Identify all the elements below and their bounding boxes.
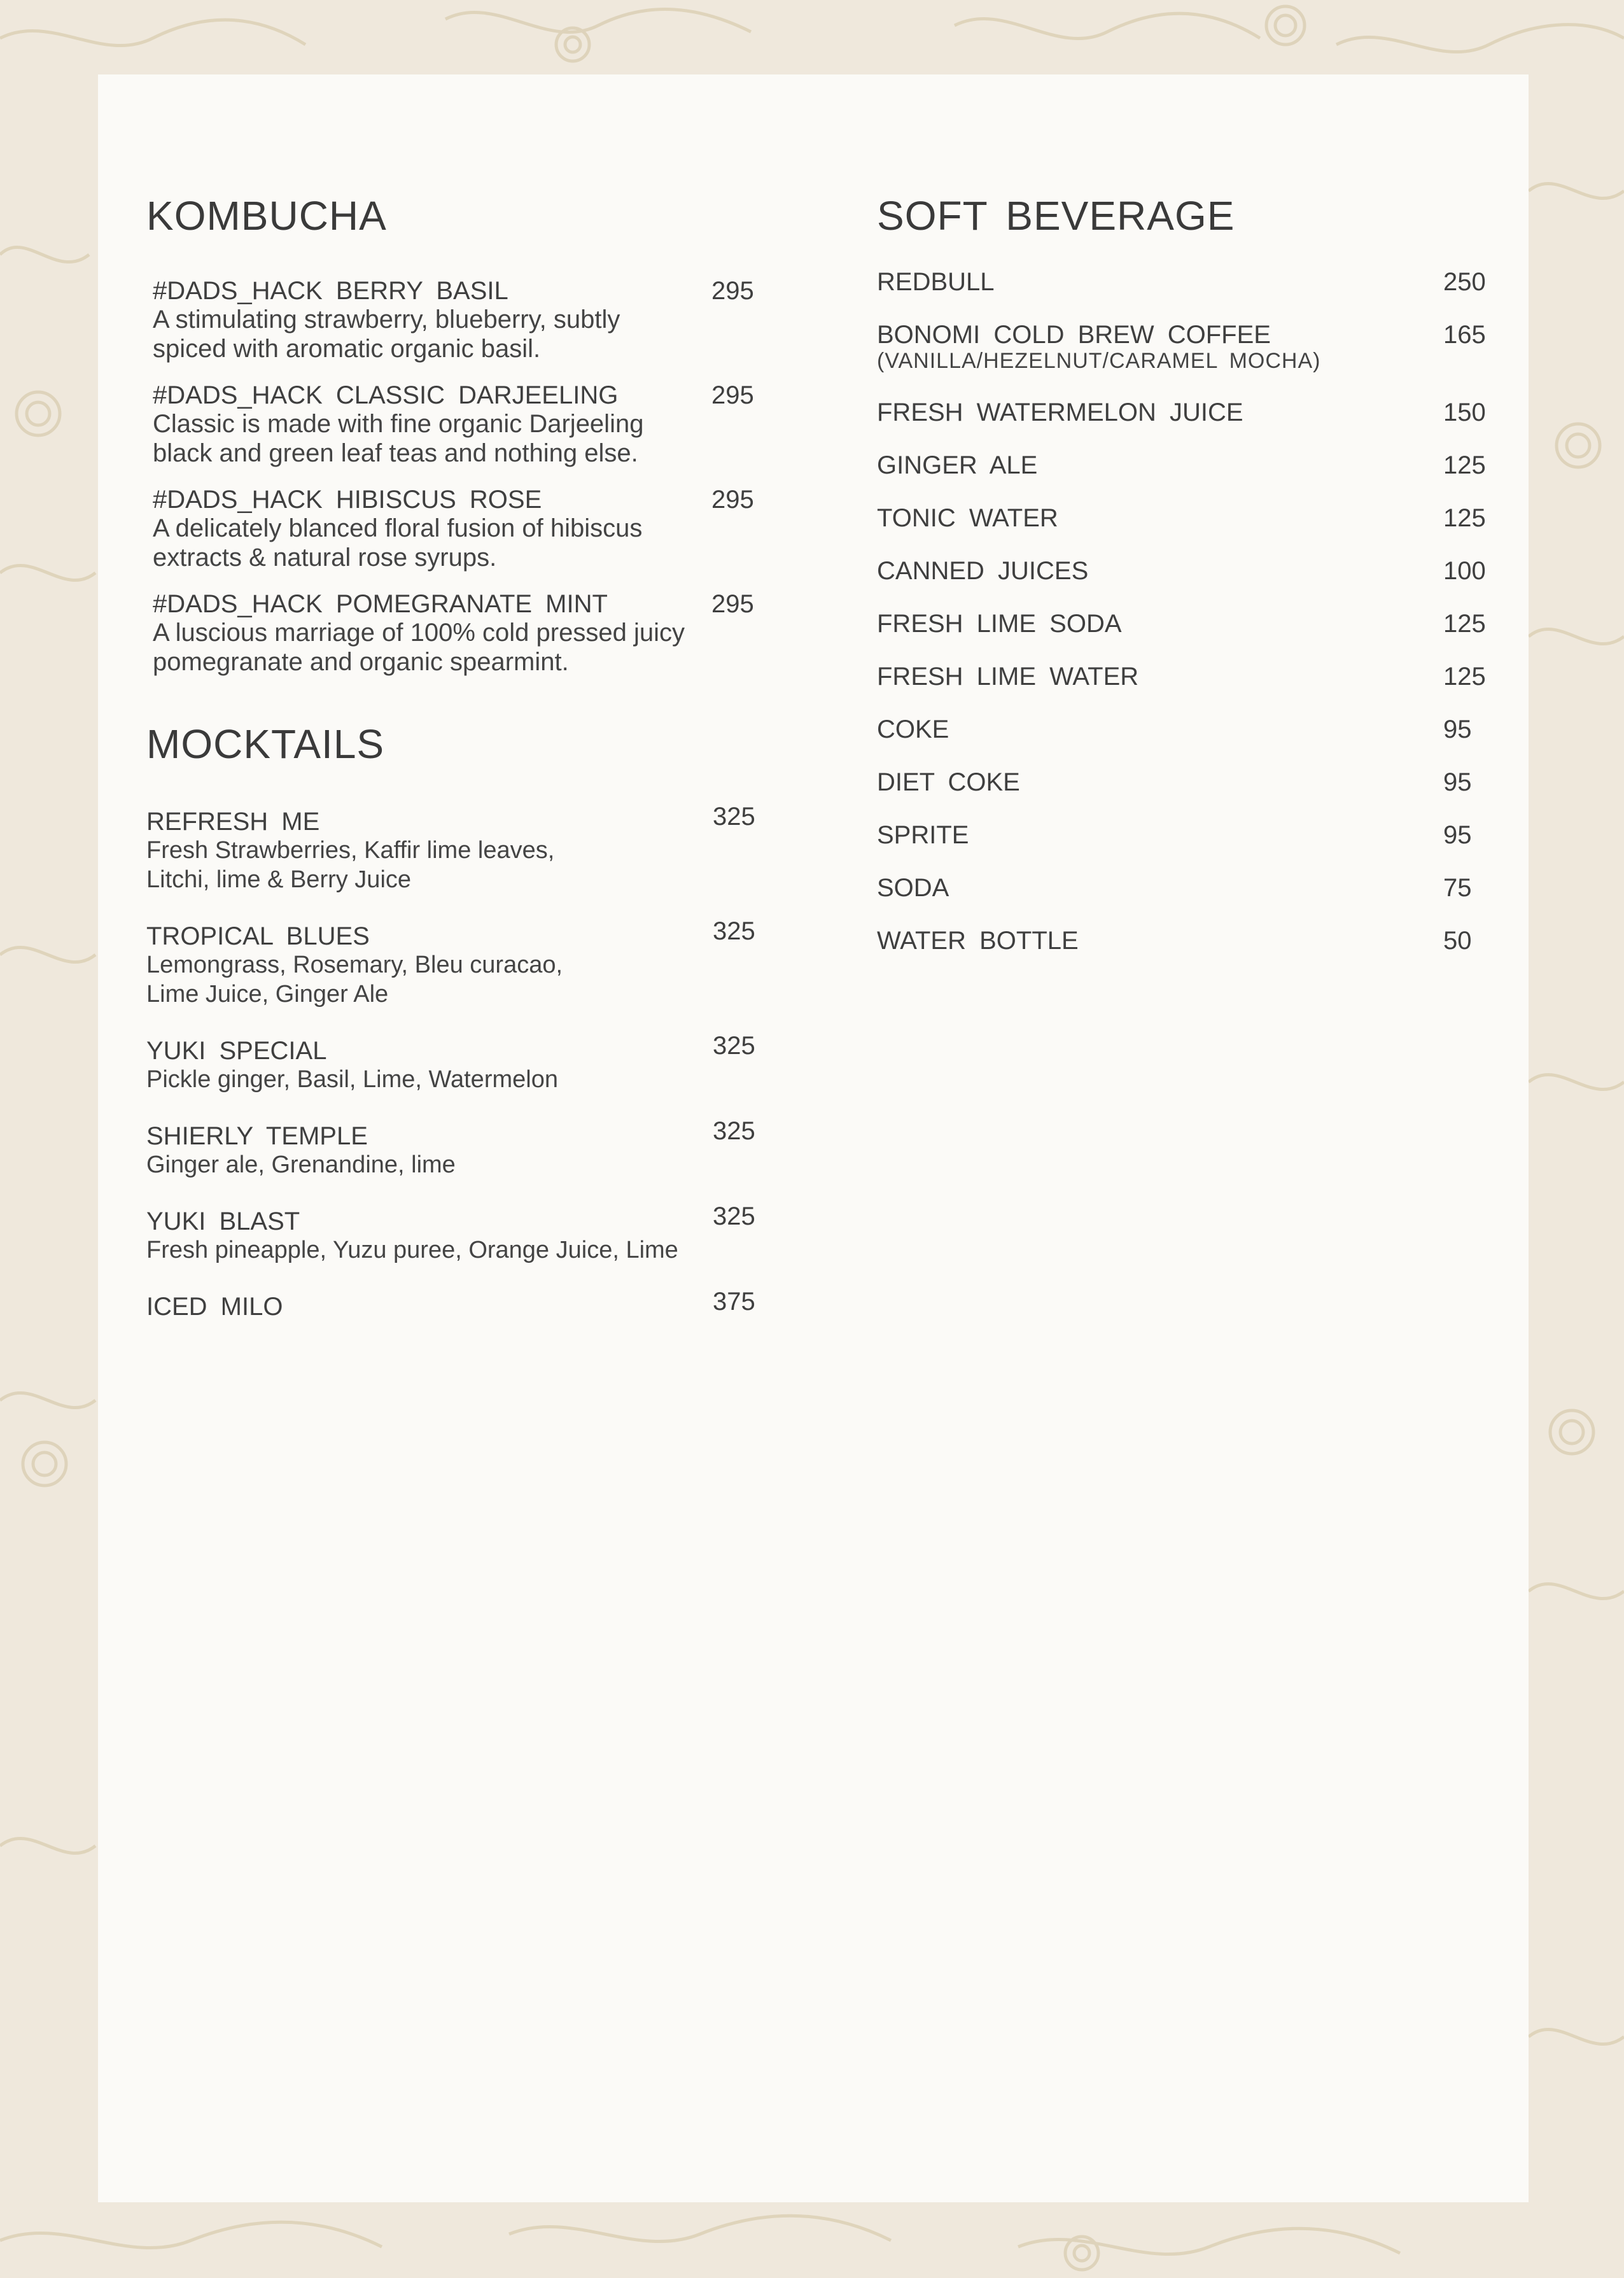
item-price: 165 — [1443, 321, 1486, 349]
item-price: 325 — [713, 1117, 755, 1145]
item-description: A delicately blanced floral fusion of hibiscus — [153, 514, 643, 542]
menu-item — [877, 610, 1494, 663]
item-name: CANNED JUICES — [877, 557, 1089, 585]
item-subtitle: (VANILLA/HEZELNUT/CARAMEL MOCHA) — [877, 349, 1321, 373]
item-name: ICED MILO — [146, 1293, 283, 1321]
item-name: DIET COKE — [877, 768, 1020, 796]
item-name: #DADS_HACK BERRY BASIL — [153, 277, 508, 305]
item-description: A luscious marriage of 100% cold pressed juicy — [153, 619, 685, 647]
item-description: A stimulating strawberry, blueberry, subtly — [153, 306, 620, 334]
menu-item — [877, 321, 1494, 398]
item-price: 375 — [713, 1288, 755, 1316]
right-column — [877, 185, 1494, 980]
item-price: 125 — [1443, 663, 1486, 691]
menu-item — [877, 451, 1494, 504]
item-description: Pickle ginger, Basil, Lime, Watermelon — [146, 1066, 558, 1093]
item-name: WATER BOTTLE — [877, 927, 1079, 955]
menu-item — [146, 1202, 764, 1265]
item-description: Classic is made with fine organic Darjeeling — [153, 410, 644, 438]
item-name: #DADS_HACK HIBISCUS ROSE — [153, 486, 542, 514]
soft-beverage-heading: SOFT BEVERAGE — [877, 193, 1235, 239]
kombucha-list — [146, 277, 764, 677]
item-name: SODA — [877, 874, 949, 902]
item-description: Lemongrass, Rosemary, Bleu curacao, — [146, 952, 563, 978]
item-name: FRESH LIME SODA — [877, 610, 1122, 638]
item-price: 50 — [1443, 927, 1472, 955]
item-description: Lime Juice, Ginger Ale — [146, 981, 389, 1008]
menu-item — [877, 557, 1494, 610]
menu-item — [146, 917, 764, 1009]
item-price: 100 — [1443, 557, 1486, 585]
item-name: YUKI SPECIAL — [146, 1037, 327, 1065]
item-description: Fresh pineapple, Yuzu puree, Orange Juice, Lime — [146, 1237, 678, 1263]
menu-item — [877, 663, 1494, 715]
menu-item — [153, 381, 764, 468]
menu-item — [877, 398, 1494, 451]
menu-item — [146, 1288, 764, 1321]
item-price: 125 — [1443, 451, 1486, 479]
item-name: GINGER ALE — [877, 451, 1038, 479]
item-name: SPRITE — [877, 821, 969, 849]
menu-item — [877, 874, 1494, 927]
menu-item — [877, 504, 1494, 557]
item-price: 95 — [1443, 715, 1472, 743]
menu-item — [146, 803, 764, 894]
item-price: 295 — [711, 277, 754, 305]
item-name: BONOMI COLD BREW COFFEE — [877, 321, 1271, 349]
menu-item — [877, 821, 1494, 874]
item-price: 250 — [1443, 268, 1486, 296]
menu-item — [877, 768, 1494, 821]
item-name: SHIERLY TEMPLE — [146, 1122, 368, 1150]
item-description: Fresh Strawberries, Kaffir lime leaves, — [146, 837, 555, 864]
item-price: 295 — [711, 381, 754, 409]
menu-item — [877, 927, 1494, 980]
menu-item — [146, 1032, 764, 1094]
mocktails-list — [146, 803, 764, 1321]
item-name: FRESH WATERMELON JUICE — [877, 398, 1243, 426]
kombucha-heading: KOMBUCHA — [146, 193, 387, 239]
item-price: 75 — [1443, 874, 1472, 902]
item-name: #DADS_HACK POMEGRANATE MINT — [153, 590, 608, 618]
item-name: YUKI BLAST — [146, 1207, 300, 1235]
left-column — [146, 185, 764, 1349]
item-price: 95 — [1443, 821, 1472, 849]
soft-beverage-list — [877, 268, 1494, 980]
menu-item — [877, 715, 1494, 768]
item-price: 125 — [1443, 504, 1486, 532]
item-name: COKE — [877, 715, 949, 743]
item-price: 150 — [1443, 398, 1486, 426]
menu-item — [146, 1117, 764, 1179]
item-price: 295 — [711, 486, 754, 514]
item-price: 95 — [1443, 768, 1472, 796]
item-description: Ginger ale, Grenandine, lime — [146, 1151, 456, 1178]
item-description: Litchi, lime & Berry Juice — [146, 866, 412, 893]
menu-item — [877, 268, 1494, 321]
item-description: pomegranate and organic spearmint. — [153, 648, 569, 676]
item-price: 125 — [1443, 610, 1486, 638]
item-price: 325 — [713, 917, 755, 945]
menu-item — [153, 590, 764, 677]
item-description: extracts & natural rose syrups. — [153, 544, 497, 572]
item-name: TONIC WATER — [877, 504, 1058, 532]
item-name: #DADS_HACK CLASSIC DARJEELING — [153, 381, 619, 409]
menu-item — [153, 277, 764, 363]
item-name: TROPICAL BLUES — [146, 922, 370, 950]
item-price: 325 — [713, 1032, 755, 1060]
item-description: spiced with aromatic organic basil. — [153, 335, 541, 363]
item-price: 325 — [713, 803, 755, 831]
item-description: black and green leaf teas and nothing else. — [153, 439, 638, 467]
item-price: 295 — [711, 590, 754, 618]
mocktails-heading: MOCKTAILS — [146, 721, 385, 767]
item-price: 325 — [713, 1202, 755, 1230]
item-name: FRESH LIME WATER — [877, 663, 1139, 691]
menu-item — [153, 486, 764, 572]
item-name: REFRESH ME — [146, 808, 320, 836]
item-name: REDBULL — [877, 268, 995, 296]
